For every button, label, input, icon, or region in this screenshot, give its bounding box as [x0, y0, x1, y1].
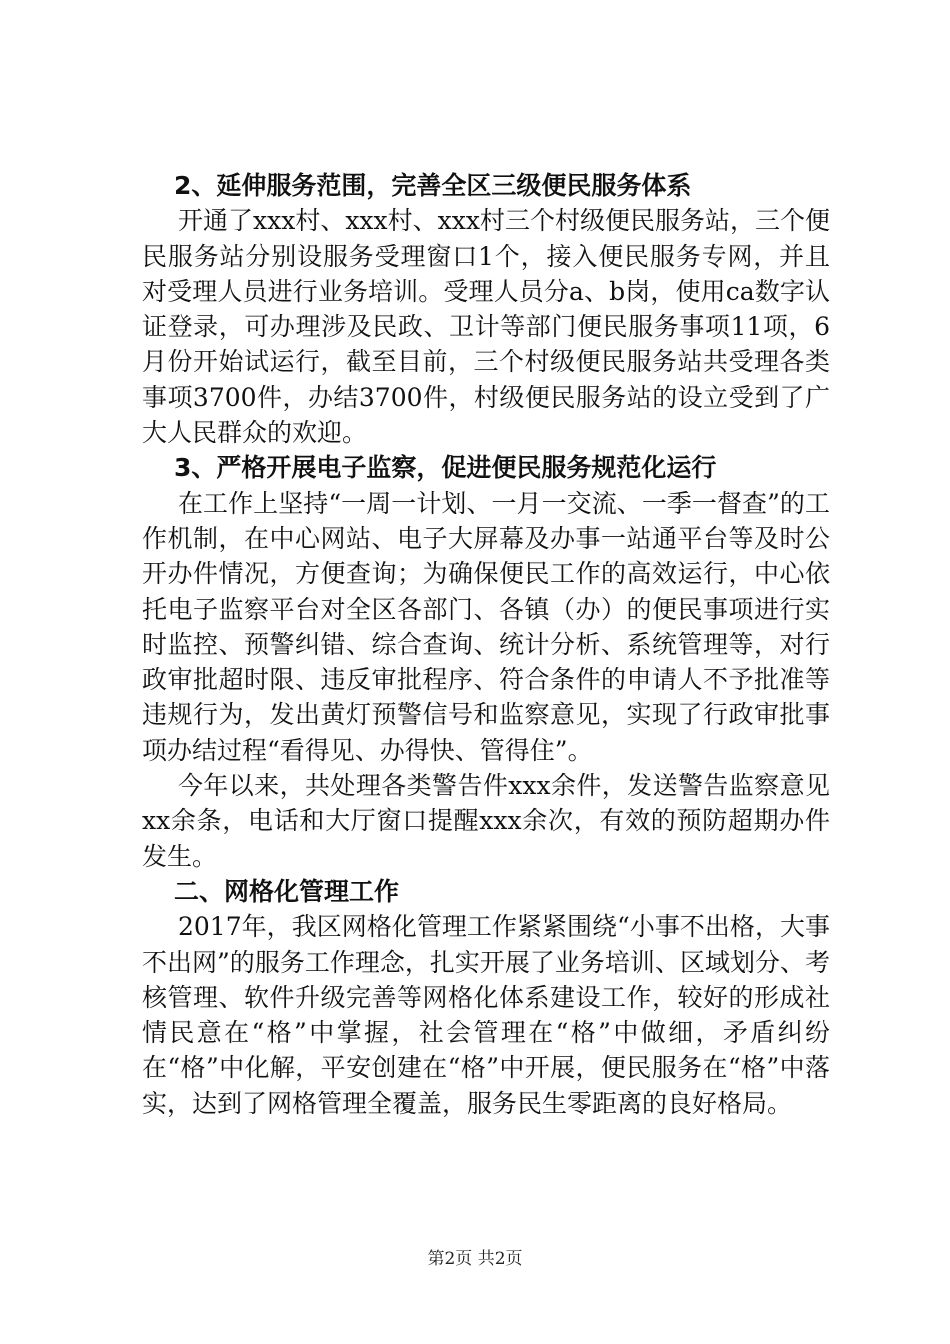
section-3-paragraph-1: 在工作上坚持“一周一计划、一月一交流、一季一督查”的工作机制，在中心网站、电子大屏幕及办事一站通平台等及时公开办件情况，方便查询；为确保便民工作的高效运行，中心依托电子监察平台对全区各部门、各镇（办）的便民事项进行实时监控、预警纠错、综合查询、统计分析、系统管理等，对行政审批超时限、违反审批程序、符合条件的申请人不予批准等违规行为，发出黄灯预警信号和监察意见，实现了行政审批事项办结过程“看得见、办得快、管得住”。: [142, 488, 830, 765]
page-number-footer: 第2页 共2页: [427, 1249, 523, 1269]
section-2-paragraph: 开通了xxx村、xxx村、xxx村三个村级便民服务站，三个便民服务站分别设服务受理窗口1个，接入便民服务专网，并且对受理人员进行业务培训。受理人员分a、b岗，使用ca数字认证登录，可办理涉及民政、卫计等部门便民服务事项11项，6月份开始试运行，截至目前，三个村级便民服务站共受理各类事项3700件，办结3700件，村级便民服务站的设立受到了广大人民群众的欢迎。: [142, 206, 830, 448]
section-heading-3: 3、严格开展电子监察，促进便民服务规范化运行: [174, 453, 717, 483]
part-2-paragraph: 2017年，我区网格化管理工作紧紧围绕“小事不出格，大事不出网”的服务工作理念，扎实开展了业务培训、区域划分、考核管理、软件升级完善等网格化体系建设工作，较好的形成社情民意在“格”中掌握，社会管理在“格”中做细，矛盾纠纷在“格”中化解，平安创建在“格”中开展，便民服务在“格”中落实，达到了网格管理全覆盖，服务民生零距离的良好格局。: [142, 912, 830, 1118]
document-body: [142, 168, 830, 1121]
section-heading-2: 2、延伸服务范围，完善全区三级便民服务体系: [174, 171, 692, 200]
section-3-paragraph-2: 今年以来，共处理各类警告件xxx余件，发送警告监察意见xx余条，电话和大厅窗口提醒xxx余次，有效的预防超期办件发生。: [142, 771, 830, 871]
part-2-heading: 二、网格化管理工作: [174, 876, 400, 906]
